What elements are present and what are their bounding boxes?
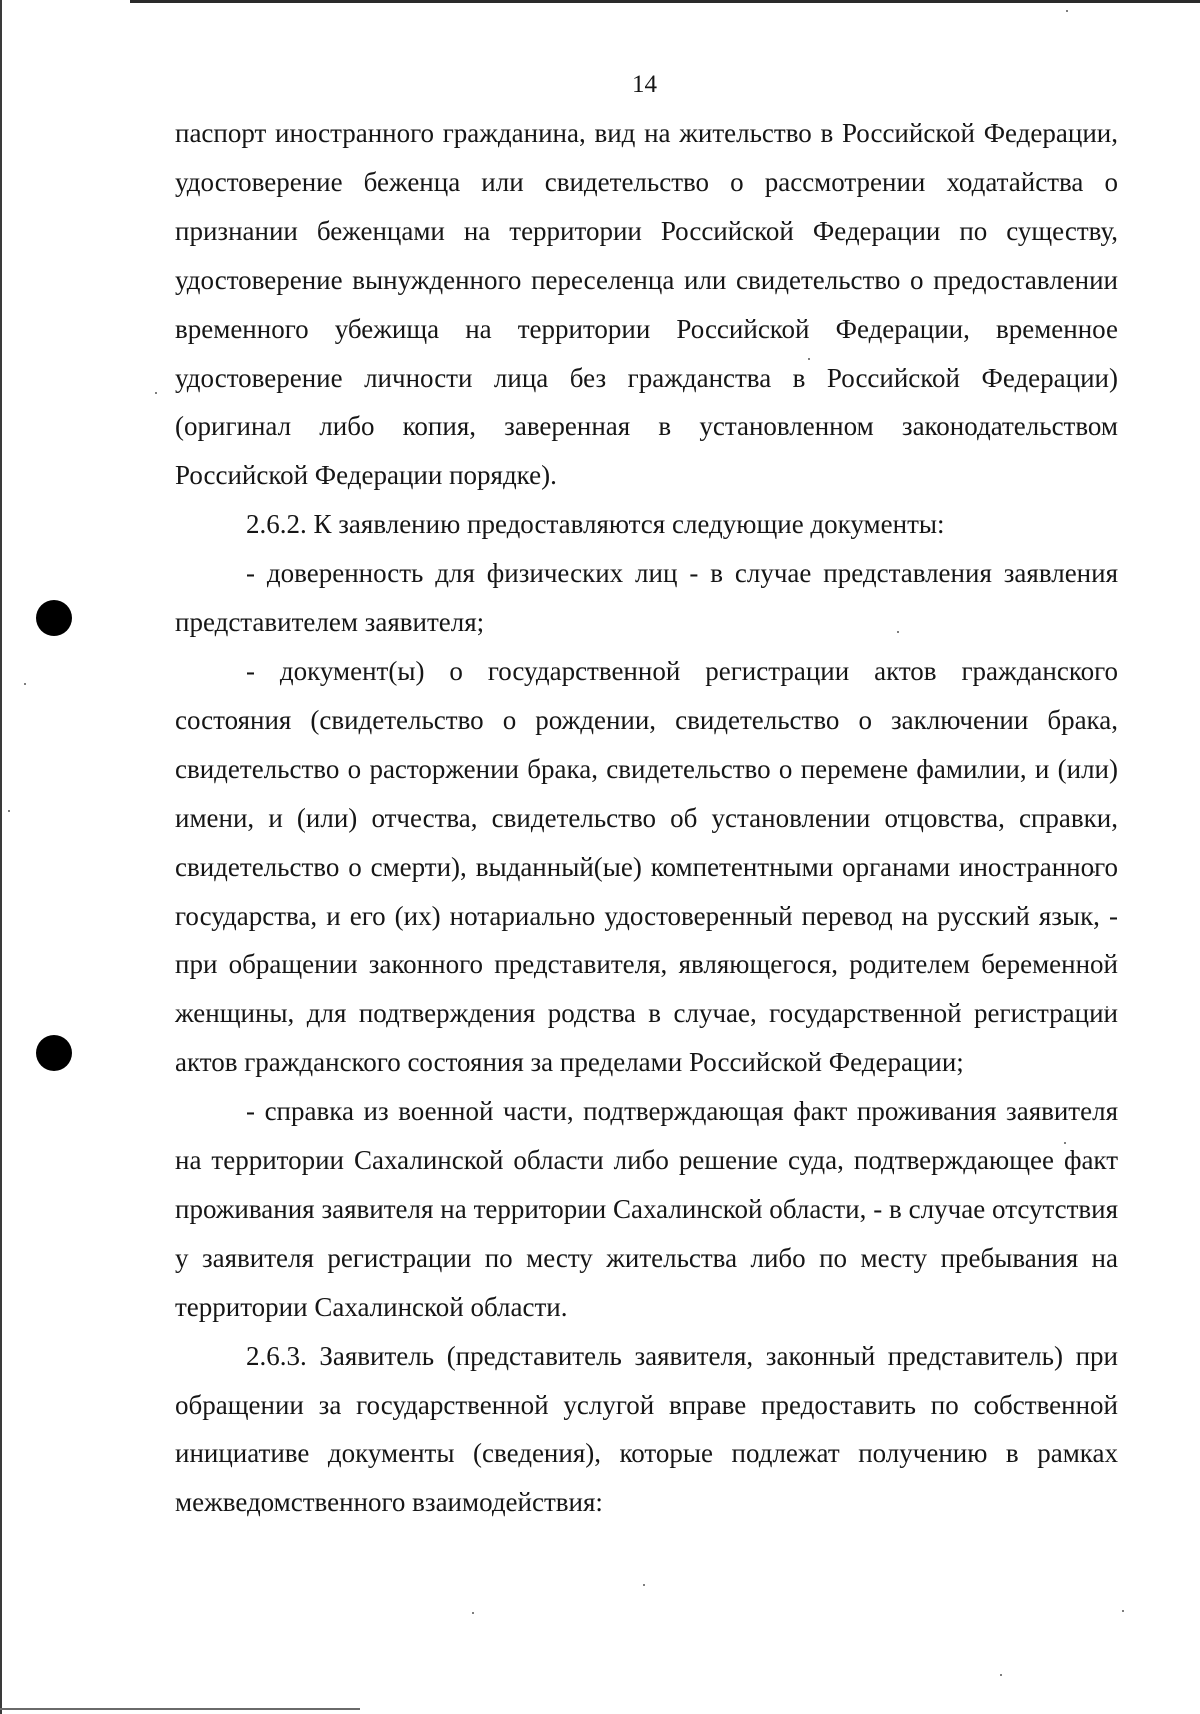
scan-speck (1122, 1610, 1124, 1612)
paragraph-continuation: паспорт иностранного гражданина, вид на жительство в Российской Федерации, удостоверение беженца или свидетельство о рассмотрении ходатайства о признании беженцами на территории Российской Федерации по существу, удостоверение вынужденного переселенца или свидетельство о предоставлении временного убежища на территории Российской Федерации, временное удостоверение личности лица без гражданства в Российской Федерации) (оригинал либо копия, заверенная в установленном законодательством Российской Федерации порядке). (175, 118, 1118, 491)
scan-speck (643, 1584, 645, 1586)
scan-speck (472, 1612, 474, 1614)
scan-edge-bottom (0, 1708, 360, 1710)
scan-speck (155, 392, 157, 394)
list-item-civil-registration-documents: - документ(ы) о государственной регистрации актов гражданского состояния (свидетельство о рождении, свидетельство о заключении брака, свидетельство о расторжении брака, свидетельство о перемене фамилии, и (или) имени, и (или) отчества, свидетельство об установлении отцовства, справки, свидетельство о смерти), выданный(ые) компетентными органами иностранного государства, и его (их) нотариально удостоверенный перевод на русский язык, - при обращении законного представителя, являющегося, родителем беременной женщины, для подтверждения родства в случае, государственной регистрации актов гражданского состояния за пределами Российской Федерации; (175, 655, 1118, 1078)
paragraph-2-6-3: 2.6.3. Заявитель (представитель заявителя, законный представитель) при обращении за государственной услугой вправе предоставить по собственной инициативе документы (сведения), которые подлежат получению в рамках межведомственного взаимодействия: (175, 1340, 1118, 1518)
scan-edge-left (0, 0, 2, 1714)
scan-speck (8, 810, 10, 812)
punch-hole-upper (36, 600, 72, 636)
list-item-military-certificate: - справка из военной части, подтверждающая факт проживания заявителя на территории Сахалинской области либо решение суда, подтверждающее факт проживания заявителя на территории Сахалинской области, - в случае отсутствия у заявителя регистрации по месту жительства либо по месту пребывания на территории Сахалинской области. (175, 1096, 1118, 1322)
scan-edge-top (130, 0, 1200, 3)
document-body (175, 109, 1118, 1527)
page-number: 14 (632, 71, 657, 98)
punch-hole-lower (36, 1035, 72, 1071)
paragraph-2-6-2-heading: 2.6.2. К заявлению предоставляются следующие документы: (246, 509, 945, 540)
scan-speck (1000, 1674, 1002, 1676)
list-item-power-of-attorney: - доверенность для физических лиц - в случае представления заявления представителем заявителя; (175, 558, 1118, 638)
scan-speck (1066, 10, 1068, 12)
scan-speck (24, 683, 26, 685)
